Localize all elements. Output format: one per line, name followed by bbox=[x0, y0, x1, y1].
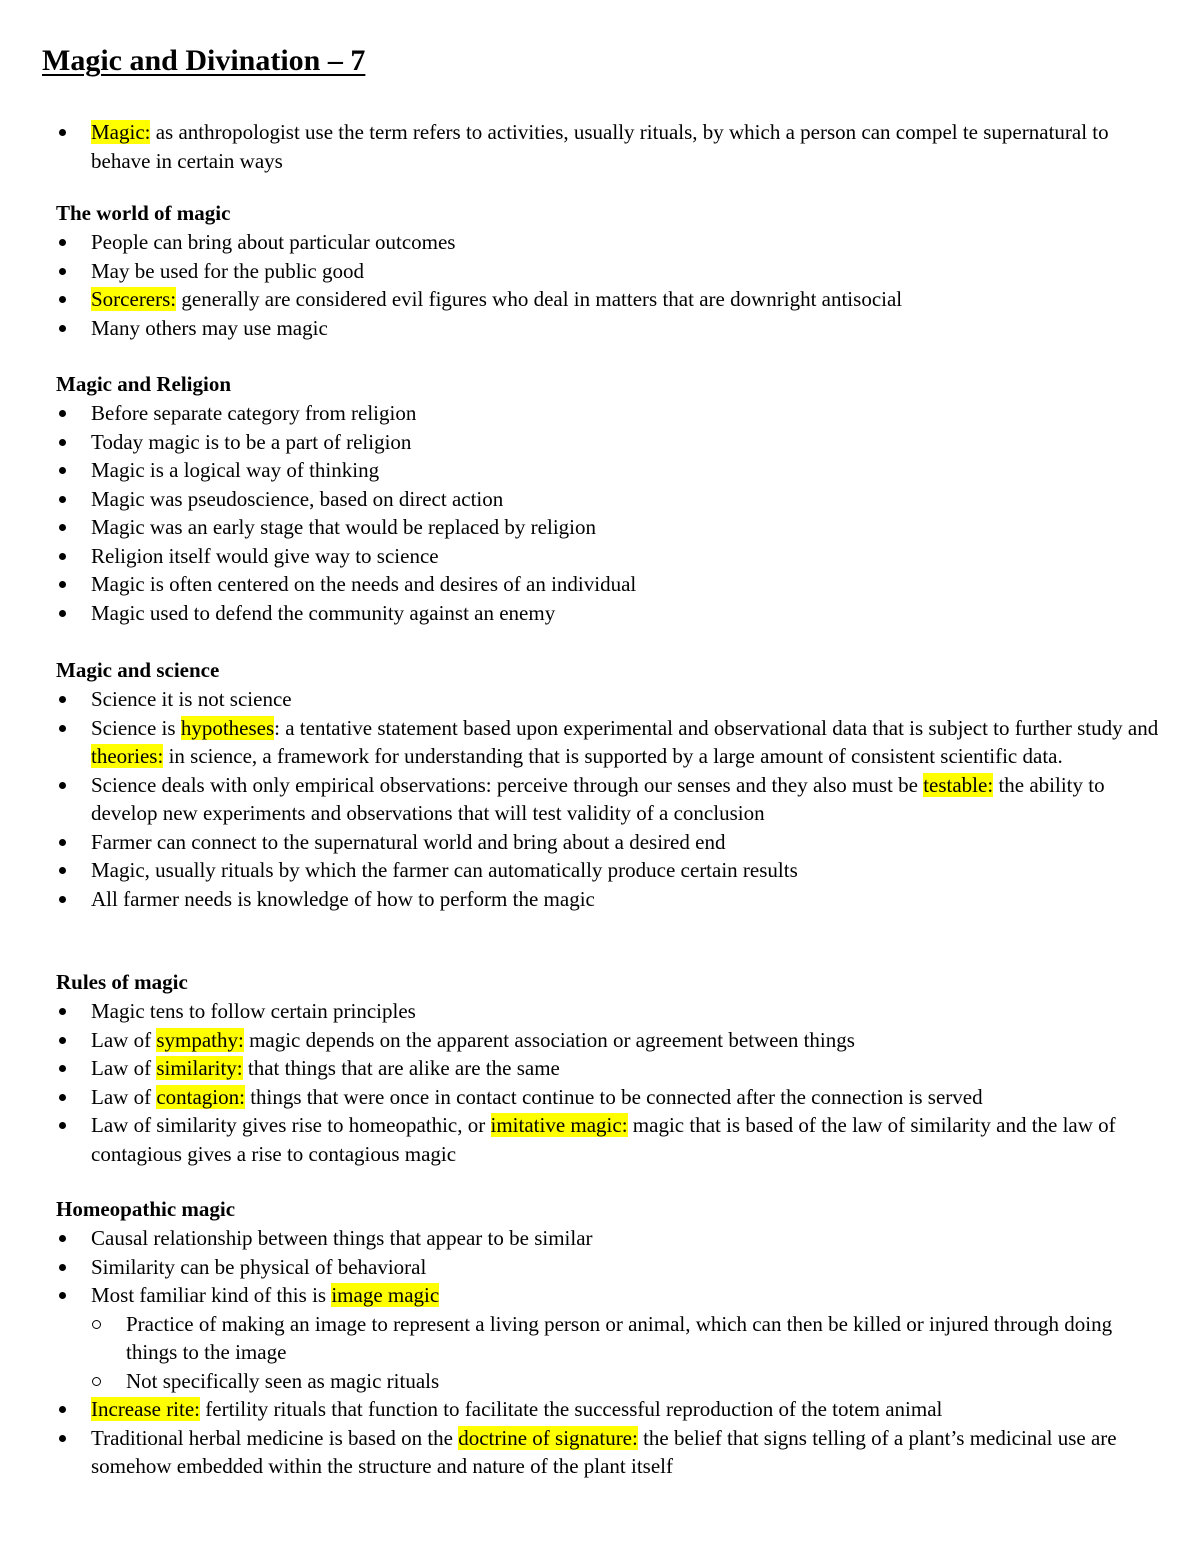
item-text: Law of bbox=[91, 1084, 157, 1109]
bullet-icon bbox=[59, 839, 66, 846]
item-text: Law of bbox=[91, 1027, 157, 1052]
bullet-icon bbox=[59, 239, 66, 246]
sub-list-item bbox=[56, 1367, 1166, 1396]
item-text: All farmer needs is knowledge of how to perform the magic bbox=[91, 886, 595, 911]
highlighted-term: contagion: bbox=[156, 1084, 245, 1109]
bullet-list bbox=[56, 685, 1166, 913]
list-item bbox=[56, 1054, 1166, 1083]
list-item bbox=[56, 828, 1166, 857]
bullet-list bbox=[56, 1395, 1166, 1481]
bullet-icon bbox=[59, 867, 66, 874]
bullet-icon bbox=[59, 1065, 66, 1072]
bullet-list bbox=[56, 1224, 1166, 1310]
section-homeopathic-magic bbox=[56, 1195, 1166, 1481]
bullet-icon bbox=[59, 1008, 66, 1015]
highlighted-term: hypotheses bbox=[180, 715, 275, 740]
section-heading: The world of magic bbox=[56, 201, 231, 225]
list-item bbox=[56, 485, 1166, 514]
list-item bbox=[56, 1281, 1166, 1310]
highlighted-term: testable: bbox=[923, 772, 994, 797]
bullet-icon bbox=[59, 1037, 66, 1044]
list-item bbox=[56, 399, 1166, 428]
item-text: Science is bbox=[91, 715, 181, 740]
item-text: fertility rituals that function to facilitate the successful reproduction of the totem animal bbox=[200, 1397, 943, 1421]
item-text: Traditional herbal medicine is based on the bbox=[91, 1425, 459, 1450]
bullet-list bbox=[56, 228, 1166, 342]
item-text: Magic was an early stage that would be replaced by religion bbox=[91, 515, 596, 539]
bullet-icon bbox=[59, 296, 66, 303]
bullet-icon bbox=[59, 1122, 66, 1129]
bullet-icon bbox=[59, 268, 66, 275]
list-item bbox=[56, 997, 1166, 1026]
intro-list bbox=[56, 118, 1166, 175]
section-heading: Homeopathic magic bbox=[56, 1197, 236, 1221]
item-text: the ability to develop new experiments and observations that will test validity of a conclusion bbox=[91, 772, 1105, 825]
list-item bbox=[56, 685, 1166, 714]
highlighted-term: Magic: bbox=[91, 120, 151, 144]
highlighted-term: similarity: bbox=[156, 1056, 243, 1080]
list-item bbox=[56, 570, 1166, 599]
sub-list bbox=[56, 1310, 1166, 1396]
item-text: Magic, usually rituals by which the farmer can automatically produce certain results bbox=[91, 858, 798, 882]
section-rules-of-magic bbox=[56, 968, 1166, 1168]
item-text: Magic tens to follow certain principles bbox=[91, 999, 416, 1023]
list-item bbox=[56, 1083, 1166, 1112]
bullet-icon bbox=[59, 1435, 66, 1442]
bullet-icon bbox=[59, 610, 66, 617]
highlighted-term: sympathy: bbox=[156, 1027, 244, 1052]
list-item bbox=[56, 456, 1166, 485]
bullet-icon bbox=[59, 1094, 66, 1101]
bullet-icon bbox=[59, 896, 66, 903]
highlighted-term: imitative magic: bbox=[490, 1113, 628, 1137]
item-text: Science deals with only empirical observations: perceive through our senses and they also must be bbox=[91, 772, 924, 797]
list-item bbox=[56, 285, 1166, 314]
list-item bbox=[56, 314, 1166, 343]
list-item bbox=[56, 714, 1166, 771]
section-heading: Magic and Religion bbox=[56, 372, 232, 396]
bullet-icon bbox=[59, 553, 66, 560]
list-item bbox=[56, 1395, 1166, 1424]
bullet-list bbox=[56, 399, 1166, 627]
bullet-icon bbox=[59, 1264, 66, 1271]
bullet-list bbox=[56, 997, 1166, 1168]
bullet-icon bbox=[59, 1292, 66, 1299]
list-item bbox=[56, 599, 1166, 628]
item-text: Similarity can be physical of behavioral bbox=[91, 1254, 427, 1279]
highlighted-term: Increase rite: bbox=[91, 1397, 201, 1421]
bullet-icon bbox=[59, 496, 66, 503]
item-text: things that were once in contact continue to be connected after the connection is served bbox=[244, 1084, 983, 1109]
bullet-icon bbox=[59, 696, 66, 703]
item-text: as anthropologist use the term refers to activities, usually rituals, by which a person can compel te supernatural to behave in certain ways bbox=[91, 120, 1109, 173]
bullet-icon bbox=[59, 581, 66, 588]
list-item bbox=[56, 257, 1166, 286]
section-world-of-magic bbox=[56, 199, 1166, 342]
item-text: Practice of making an image to represent a living person or animal, which can then be killed or injured through doing things to the image bbox=[126, 1311, 1113, 1364]
bullet-icon bbox=[59, 129, 66, 136]
highlighted-term: image magic bbox=[331, 1283, 440, 1307]
hollow-bullet-icon bbox=[92, 1377, 101, 1386]
intro-section bbox=[56, 118, 1166, 175]
item-text: Magic was pseudoscience, based on direct action bbox=[91, 486, 504, 511]
bullet-icon bbox=[59, 1235, 66, 1242]
bullet-icon bbox=[59, 325, 66, 332]
list-item bbox=[56, 856, 1166, 885]
page-title: Magic and Divination – 7 bbox=[42, 44, 366, 77]
list-item bbox=[56, 1026, 1166, 1055]
item-text: Farmer can connect to the supernatural world and bring about a desired end bbox=[91, 829, 726, 854]
list-item bbox=[56, 542, 1166, 571]
highlighted-term: doctrine of signature: bbox=[458, 1425, 638, 1450]
item-text: that things that are alike are the same bbox=[242, 1056, 560, 1080]
list-item bbox=[56, 1224, 1166, 1253]
list-item bbox=[56, 885, 1166, 914]
bullet-icon bbox=[59, 1406, 66, 1413]
bullet-icon bbox=[59, 524, 66, 531]
item-text: Causal relationship between things that appear to be similar bbox=[91, 1226, 593, 1250]
sub-list-item bbox=[56, 1310, 1166, 1367]
item-text: Magic is often centered on the needs and desires of an individual bbox=[91, 572, 637, 596]
item-text: in science, a framework for understanding that is supported by a large amount of consistent scientific data. bbox=[163, 744, 1063, 768]
item-text: the belief that signs telling of a plant’s medicinal use are somehow embedded within the structure and nature of the plant itself bbox=[91, 1425, 1117, 1478]
bullet-icon bbox=[59, 782, 66, 789]
section-heading: Magic and science bbox=[56, 658, 220, 682]
section-magic-and-religion bbox=[56, 370, 1166, 627]
item-text: magic that is based of the law of similarity and the law of contagious gives a rise to contagious magic bbox=[91, 1113, 1116, 1166]
item-text: May be used for the public good bbox=[91, 258, 364, 283]
list-item bbox=[56, 428, 1166, 457]
item-text: People can bring about particular outcomes bbox=[91, 230, 456, 254]
list-item bbox=[56, 1424, 1166, 1481]
list-item bbox=[56, 771, 1166, 828]
hollow-bullet-icon bbox=[92, 1320, 101, 1329]
section-heading: Rules of magic bbox=[56, 970, 188, 994]
item-text: : a tentative statement based upon experimental and observational data that is subject to further study and bbox=[274, 715, 1159, 740]
highlighted-term: Sorcerers: bbox=[91, 287, 177, 311]
section-magic-and-science bbox=[56, 656, 1166, 913]
bullet-icon bbox=[59, 439, 66, 446]
list-item bbox=[56, 513, 1166, 542]
item-text: Magic used to defend the community against an enemy bbox=[91, 600, 556, 625]
list-item bbox=[56, 1111, 1166, 1168]
item-text: Most familiar kind of this is bbox=[91, 1283, 332, 1307]
item-text: Before separate category from religion bbox=[91, 401, 417, 425]
item-text: Many others may use magic bbox=[91, 315, 328, 340]
item-text: Law of bbox=[91, 1056, 157, 1080]
item-text: Not specifically seen as magic rituals bbox=[126, 1368, 440, 1393]
item-text: Science it is not science bbox=[91, 687, 292, 711]
list-item bbox=[56, 1253, 1166, 1282]
bullet-icon bbox=[59, 410, 66, 417]
item-text: magic depends on the apparent association or agreement between things bbox=[243, 1027, 855, 1052]
item-text: Magic is a logical way of thinking bbox=[91, 458, 380, 482]
highlighted-term: theories: bbox=[91, 744, 164, 768]
list-item bbox=[56, 228, 1166, 257]
bullet-icon bbox=[59, 467, 66, 474]
item-text: Today magic is to be a part of religion bbox=[91, 429, 412, 454]
bullet-icon bbox=[59, 725, 66, 732]
item-text: generally are considered evil figures who deal in matters that are downright antisocial bbox=[176, 287, 903, 311]
list-item bbox=[56, 118, 1166, 175]
item-text: Religion itself would give way to science bbox=[91, 543, 439, 568]
item-text: Law of similarity gives rise to homeopathic, or bbox=[91, 1113, 491, 1137]
